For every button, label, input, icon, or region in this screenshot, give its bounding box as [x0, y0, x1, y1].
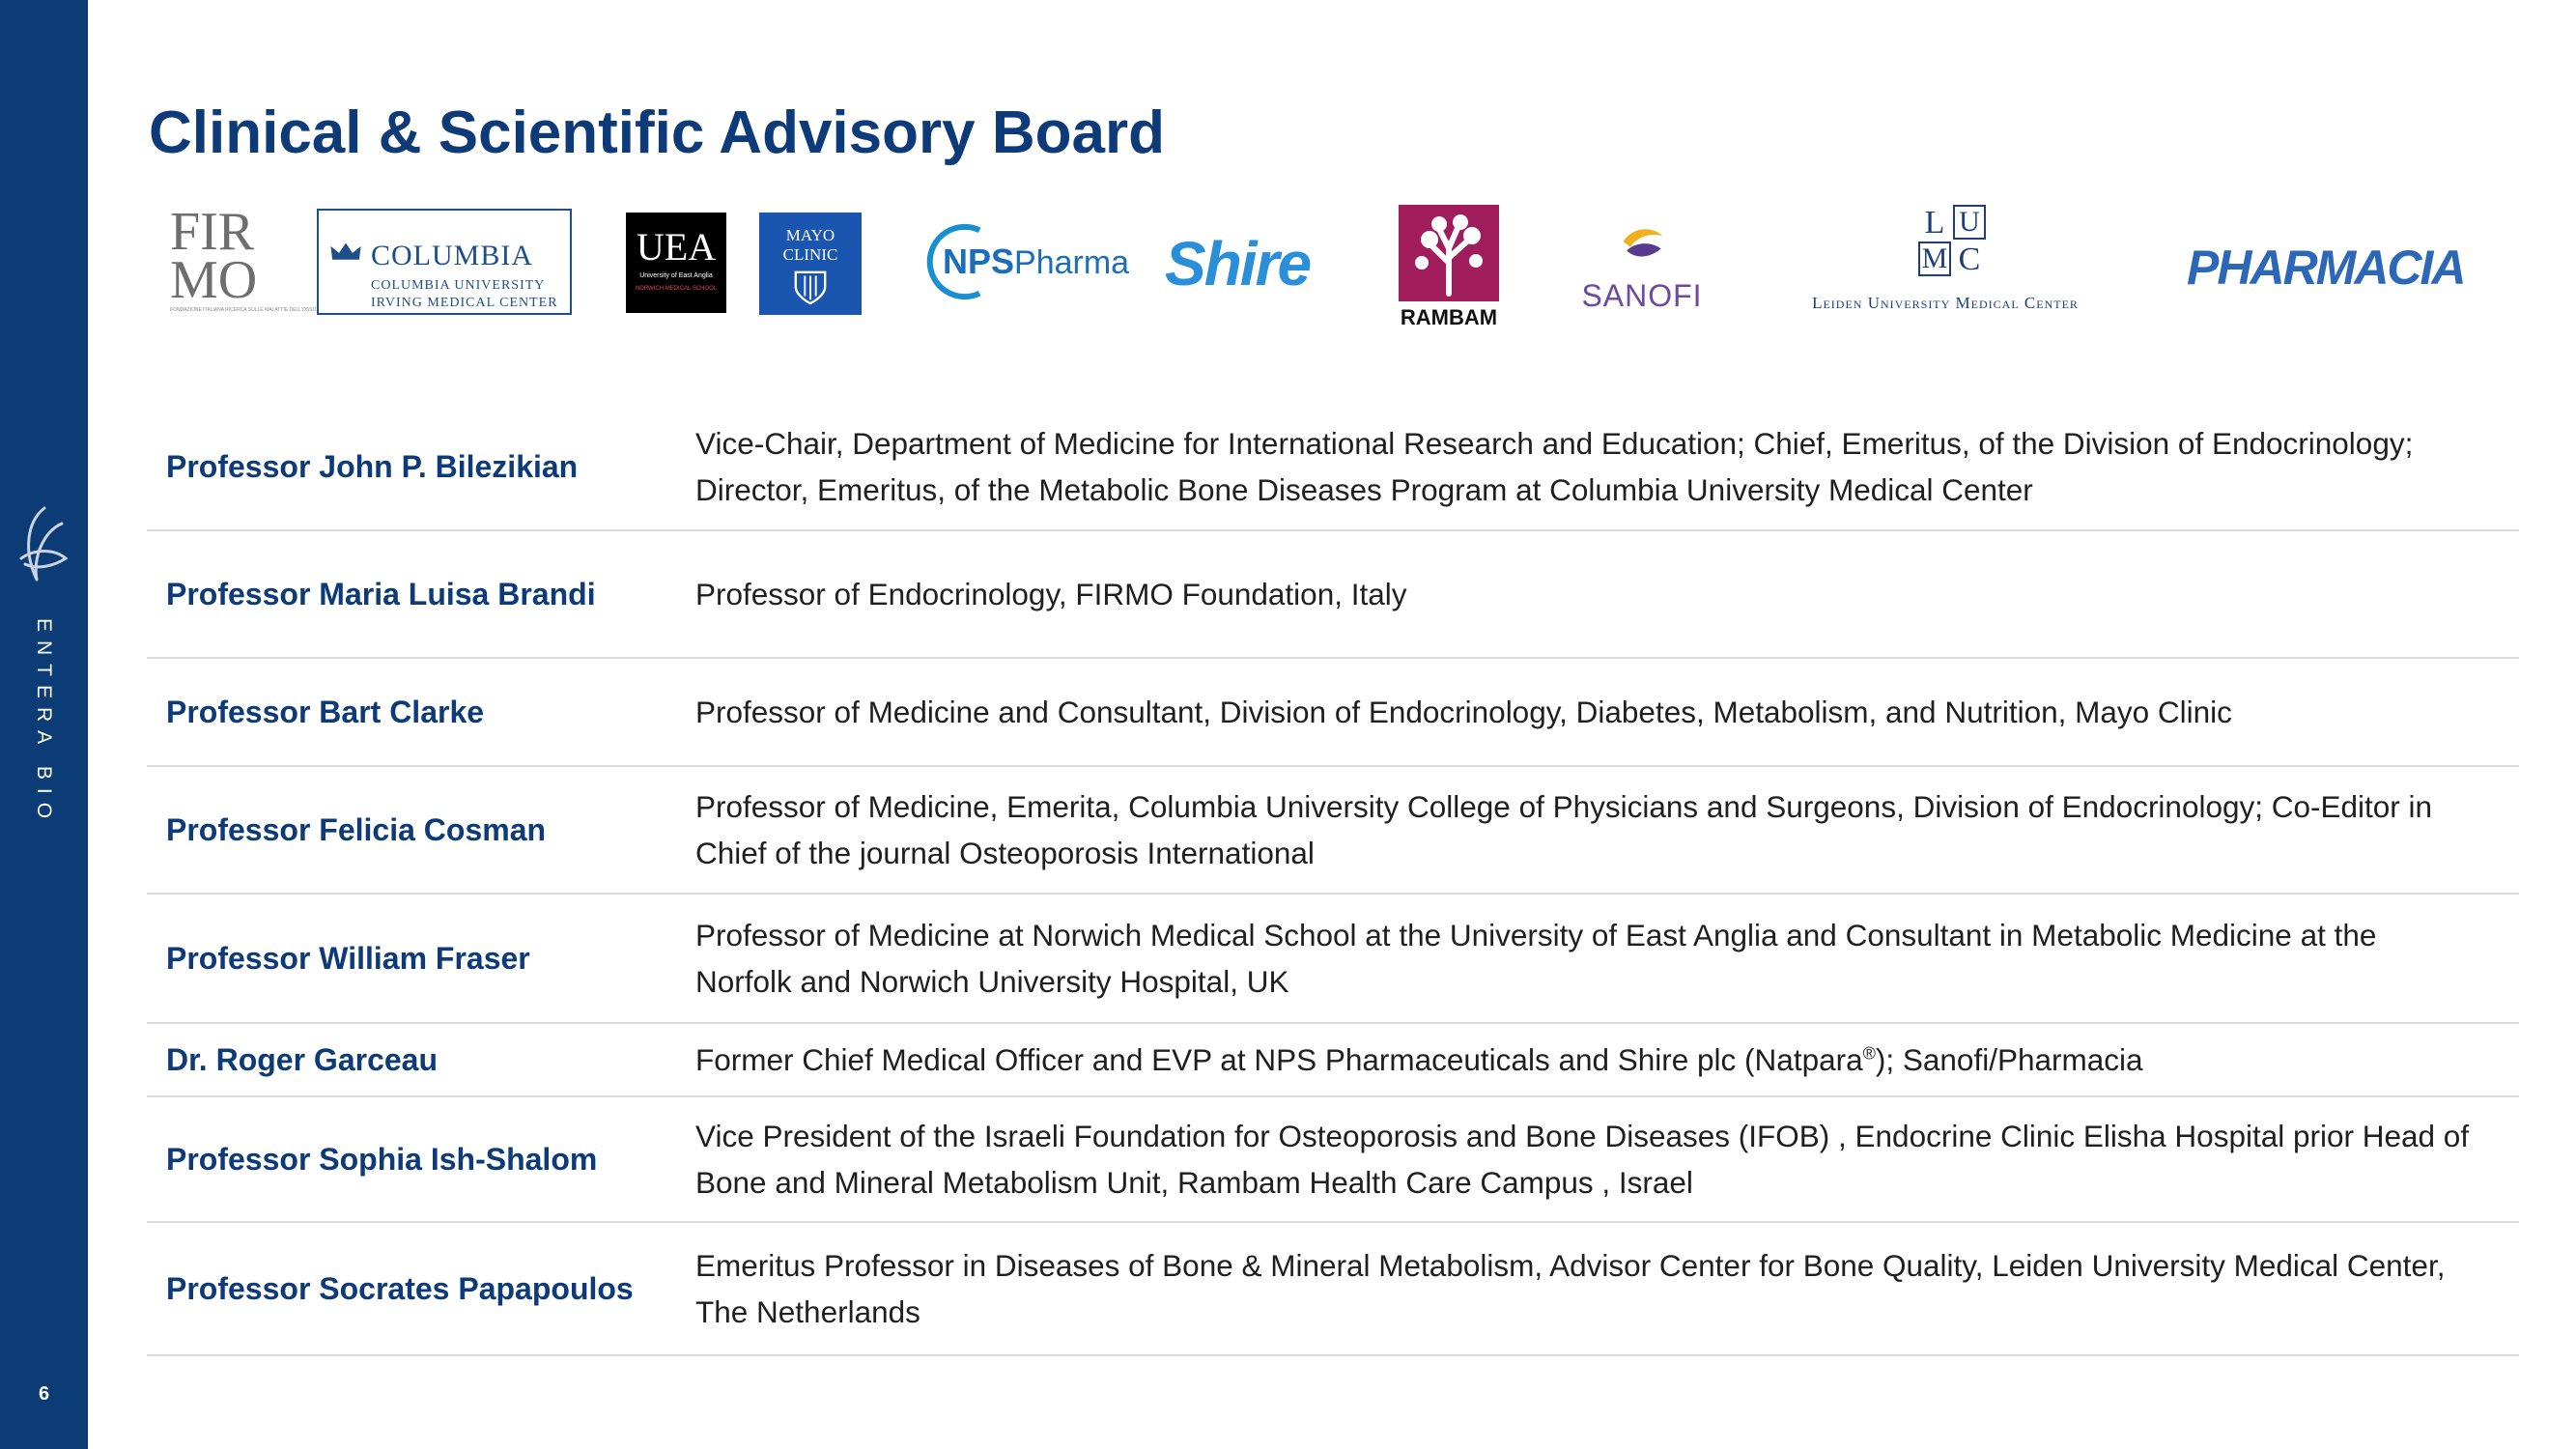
nps-pharma-logo: NPSPharma	[921, 216, 1144, 313]
member-description: Emeritus Professor in Diseases of Bone & Mineral Metabolism, Advisor Center for Bone Quality, Leiden University Medical Center, The Netherlands	[695, 1248, 2446, 1329]
table-row	[147, 895, 2519, 1024]
member-name: Professor Sophia Ish-Shalom	[166, 1141, 598, 1177]
rambam-logo: RAMBAM	[1399, 205, 1499, 330]
uea-logo: UEA University of East Anglia NORWICH MEDICAL SCHOOL	[626, 213, 726, 313]
member-name: Dr. Roger Garceau	[166, 1041, 438, 1077]
member-name: Professor Bart Clarke	[166, 694, 485, 729]
member-name: Professor Maria Luisa Brandi	[166, 576, 596, 611]
table-row	[147, 404, 2519, 531]
member-description: Professor of Medicine, Emerita, Columbia University College of Physicians and Surgeons, Division of Endocrinology; Co-Editor in Chief of the journal Osteoporosis International	[695, 789, 2433, 870]
partner-logos	[149, 193, 2525, 338]
table-row	[147, 531, 2519, 659]
brand-name: ENTERA BIO	[33, 618, 55, 828]
entera-swirl-icon	[15, 502, 71, 589]
member-name: Professor John P. Bilezikian	[166, 448, 579, 484]
columbia-logo: COLUMBIA COLUMBIA UNIVERSITY IRVING MEDICAL CENTER	[317, 209, 572, 315]
member-name: Professor William Fraser	[166, 940, 530, 976]
member-description: Professor of Medicine and Consultant, Division of Endocrinology, Diabetes, Metabolism, and Nutrition, Mayo Clinic	[695, 695, 2232, 729]
sidebar	[0, 0, 88, 1449]
table-row	[147, 767, 2519, 895]
member-description: Professor of Endocrinology, FIRMO Foundation, Italy	[695, 577, 1407, 611]
member-name: Professor Socrates Papapoulos	[166, 1270, 634, 1306]
advisory-board-table	[147, 404, 2519, 1356]
pharmacia-logo: PHARMACIA	[2187, 241, 2465, 295]
mayo-clinic-logo: MAYO CLINIC	[759, 213, 862, 315]
member-description: Former Chief Medical Officer and EVP at NPS Pharmaceuticals and Shire plc (Natpara®); Sanofi/Pharmacia	[695, 1042, 2143, 1077]
table-row	[147, 659, 2519, 767]
table-row	[147, 1097, 2519, 1223]
registered-mark: ®	[1862, 1043, 1876, 1064]
member-description: Vice-Chair, Department of Medicine for International Research and Education; Chief, Emeritus, of the Division of Endocrinology; Director, Emeritus, of the Metabolic Bone Diseases Program at Columbia University Medical Center	[695, 426, 2414, 507]
sanofi-bird-icon	[1615, 214, 1671, 269]
page-title: Clinical & Scientific Advisory Board	[149, 99, 1165, 166]
lumc-logo: L U M C Leiden University Medical Center	[1812, 205, 2079, 312]
sanofi-logo: SANOFI	[1574, 213, 1710, 319]
crown-icon	[328, 240, 363, 265]
firmo-logo: FIR MO FONDAZIONE ITALIANA RICERCA SULLE MALATTIE DELL'OSSO	[170, 202, 317, 313]
mayo-shield-icon	[791, 269, 830, 305]
tree-icon	[1399, 205, 1499, 301]
shire-logo: Shire	[1165, 229, 1311, 298]
page-number: 6	[38, 1383, 50, 1405]
member-description: Vice President of the Israeli Foundation for Osteoporosis and Bone Diseases (IFOB) , Endocrine Clinic Elisha Hospital prior Head of Bone and Mineral Metabolism Unit, Rambam Health Care Campus , Israel	[695, 1119, 2470, 1200]
member-name: Professor Felicia Cosman	[166, 811, 547, 847]
member-description: Professor of Medicine at Norwich Medical School at the University of East Anglia and Consultant in Metabolic Medicine at the Norfolk and Norwich University Hospital, UK	[695, 918, 2377, 999]
table-row	[147, 1223, 2519, 1356]
table-row	[147, 1024, 2519, 1097]
